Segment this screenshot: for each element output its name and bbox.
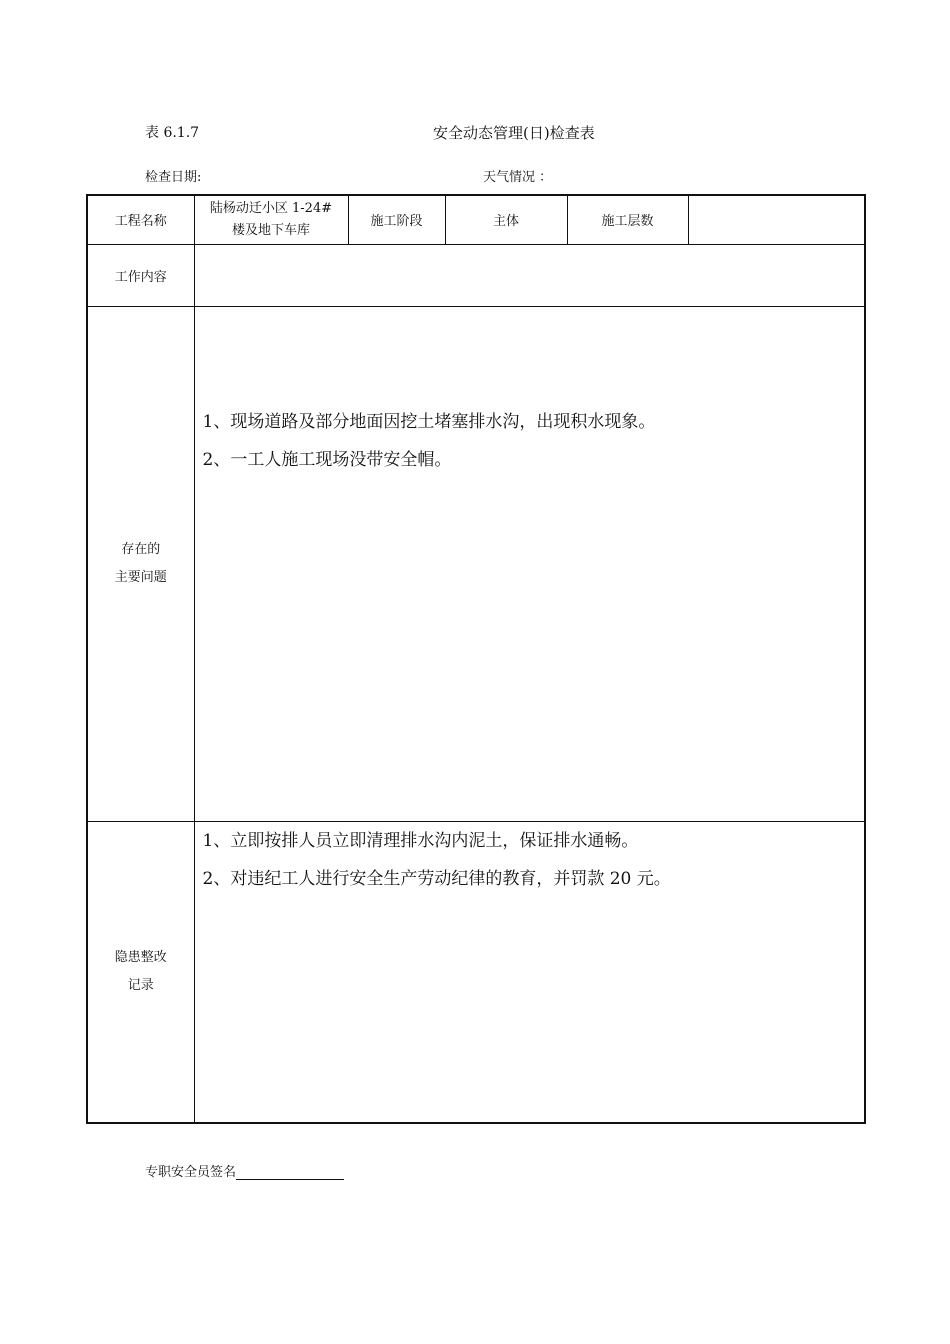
main-issues-label	[87, 306, 194, 821]
table-row	[87, 244, 865, 306]
work-content-label: 工作内容	[87, 244, 194, 306]
main-issues-label-line: 存在的	[121, 541, 161, 557]
issue-item: 2、一工人施工现场没带安全帽。	[202, 449, 452, 470]
signature-label: 专职安全员签名	[145, 1165, 237, 1180]
table-row	[87, 821, 865, 1123]
weather-label: 天气情况 ：	[483, 170, 553, 185]
main-issues-label-line: 主要问题	[114, 569, 167, 585]
table-number: 表 6.1.7	[145, 125, 200, 141]
rectification-item: 2、对违纪工人进行安全生产劳动纪律的教育，并罚款 20 元。	[202, 868, 671, 889]
construction-stage-value: 主体	[445, 195, 567, 244]
signature-line[interactable]	[236, 1165, 344, 1180]
work-content-value	[194, 244, 865, 306]
table-row	[87, 195, 865, 244]
inspection-table	[86, 194, 866, 1124]
project-name-line: 楼及地下车库	[231, 222, 310, 238]
construction-floors-value	[688, 195, 865, 244]
project-name-label: 工程名称	[87, 195, 194, 244]
rectification-label	[87, 821, 194, 1123]
rectification-content	[194, 821, 865, 1123]
inspection-date-label: 检查日期:	[145, 170, 202, 185]
rectification-label-line: 记录	[127, 977, 154, 993]
project-name-line: 陆杨动迁小区 1-24#	[209, 200, 333, 216]
main-issues-content	[194, 306, 865, 821]
table-row	[87, 306, 865, 821]
signature-area	[145, 1161, 344, 1180]
rectification-label-line: 隐患整改	[114, 949, 167, 965]
construction-stage-label: 施工阶段	[348, 195, 445, 244]
rectification-item: 1、立即按排人员立即清理排水沟内泥土，保证排水通畅。	[202, 830, 639, 851]
construction-floors-label: 施工层数	[567, 195, 688, 244]
page-title: 安全动态管理(日)检查表	[433, 124, 595, 142]
issue-item: 1、现场道路及部分地面因挖土堵塞排水沟，出现积水现象。	[202, 411, 656, 432]
project-name-value	[194, 195, 348, 244]
